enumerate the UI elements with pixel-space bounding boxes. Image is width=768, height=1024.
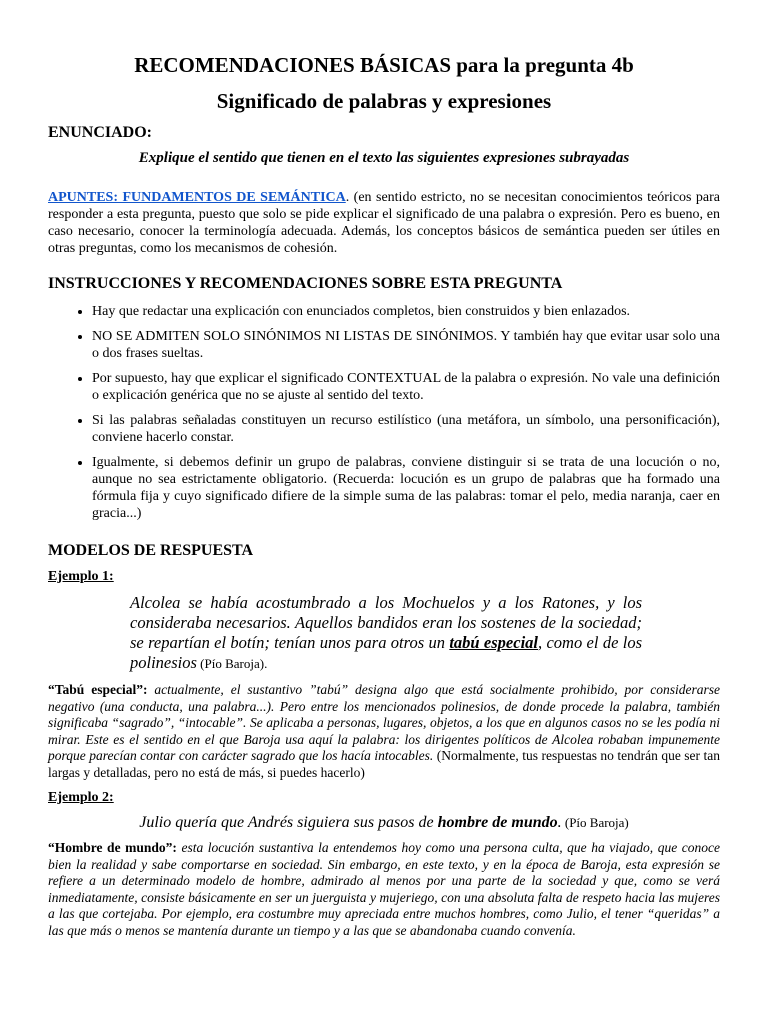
enunciado-text: Explique el sentido que tienen en el texto las siguientes expresiones subrayadas <box>138 150 630 166</box>
intro-paragraph <box>48 189 720 257</box>
answer-note: (Normalmente, tus respuestas no tendrán que ser tan largas y detalladas, pero no está de más, si puedes hacerlo) <box>48 748 720 780</box>
example-2-quote <box>48 814 720 832</box>
answer-label: “Hombre de mundo”: <box>48 840 177 855</box>
instructions-list <box>48 303 720 522</box>
list-item: • Si las palabras señaladas constituyen un recurso estilístico (una metáfora, un símbolo, una personificación), conviene hacerlo constar. <box>92 412 720 446</box>
quote-source: (Pío Baroja). <box>196 656 268 671</box>
intro-text: . (en sentido estricto, no se necesitan conocimientos teóricos para responder a esta pregunta, puesto que solo se pide explicar el significado de una palabra o expresión. Pero es bueno, en caso necesario, conocer la terminología adecuada. Además, los conceptos básicos de semántica pueden ser útiles en otras preguntas, como los mecanismos de cohesión. <box>48 190 721 256</box>
quote-text-end: . <box>557 814 562 831</box>
quote-keyword: tabú especial <box>449 633 538 652</box>
instructions-heading: INSTRUCCIONES Y RECOMENDACIONES SOBRE ESTA PREGUNTA <box>48 275 563 292</box>
page-subtitle: Significado de palabras y expresiones <box>216 89 552 113</box>
page-title: RECOMENDACIONES BÁSICAS para la pregunta 4b <box>134 53 634 77</box>
example-2-answer <box>48 840 720 939</box>
list-item: • Hay que redactar una explicación con enunciados completos, bien construidos y bien enlazados. <box>92 303 720 320</box>
enunciado-heading: ENUNCIADO: <box>48 124 152 141</box>
models-heading: MODELOS DE RESPUESTA <box>48 542 254 559</box>
answer-label: “Tabú especial”: <box>48 682 148 697</box>
list-item: • Por supuesto, hay que explicar el significado CONTEXTUAL de la palabra o expresión. No vale una definición o explicación genérica que no se ajuste al sentido del texto. <box>92 370 720 404</box>
list-item: • NO SE ADMITEN SOLO SINÓNIMOS NI LISTAS DE SINÓNIMOS. Y también hay que evitar usar solo una o dos frases sueltas. <box>92 328 720 362</box>
quote-text: Julio quería que Andrés siguiera sus pasos de <box>139 814 438 831</box>
quote-keyword: hombre de mundo <box>437 814 558 831</box>
list-item: • Igualmente, si debemos definir un grupo de palabras, conviene distinguir si se trata de una locución o no, aunque no sea estrictamente obligatorio. (Recuerda: locución es un grupo de palabras que ha formado una fórmula fija y cuyo significado difiere de la simple suma de las palabras: tomar el pelo, media naranja, caer en gracia...) <box>92 454 720 522</box>
example-2-label: Ejemplo 2: <box>48 790 114 805</box>
example-1-label: Ejemplo 1: <box>48 569 114 584</box>
quote-text-end: , como el de los polinesios <box>130 633 642 672</box>
quote-source: (Pío Baroja) <box>561 815 629 830</box>
example-1-quote <box>130 593 642 674</box>
semantics-notes-link[interactable]: APUNTES: FUNDAMENTOS DE SEMÁNTICA <box>48 190 346 205</box>
example-1-answer <box>48 682 720 781</box>
answer-text: esta locución sustantiva la entendemos hoy como una persona culta, que ha viajado, que conoce bien la realidad y sabe comportarse en sociedad. Sin embargo, en este texto, y en la época de Baroja, esta expresión se refiere a un determinado modelo de hombre, admirado al menos por una parte de la sociedad y que, como se verá inmediatamente, consiste básicamente en ser un juerguista y mujeriego, con una absoluta falta de respeto hacia las mujeres a las que cortejaba. Por ejemplo, era costumbre muy apreciada entre muchos hombres, como Julio, el tener “queridas” a las que más o menos se mantenía durante un tiempo y a las que se abandonaba cuando convenía. <box>48 840 720 938</box>
quote-text: Alcolea se había acostumbrado a los Mochuelos y a los Ratones, y los consideraba necesarios. Aquellos bandidos eran los sostenes de la sociedad; se repartían el botín; tenían unos para otros un <box>130 593 642 652</box>
answer-text: actualmente, el sustantivo ”tabú” designa algo que está socialmente prohibido, por considerarse negativo (una conducta, una palabra...). Pero entre los mencionados polinesios, de donde procede la palabra, también significaba “sagrado”, “intocable”. Se aplicaba a personas, lugares, objetos, a los que en algunos casos no se les podía ni mirar. Este es el sentido en el que Baroja usa aquí la palabra: los dirigentes políticos de Alcolea robaban impunemente porque parecían contar con carácter sagrado que los hacía intocables. <box>48 682 720 763</box>
